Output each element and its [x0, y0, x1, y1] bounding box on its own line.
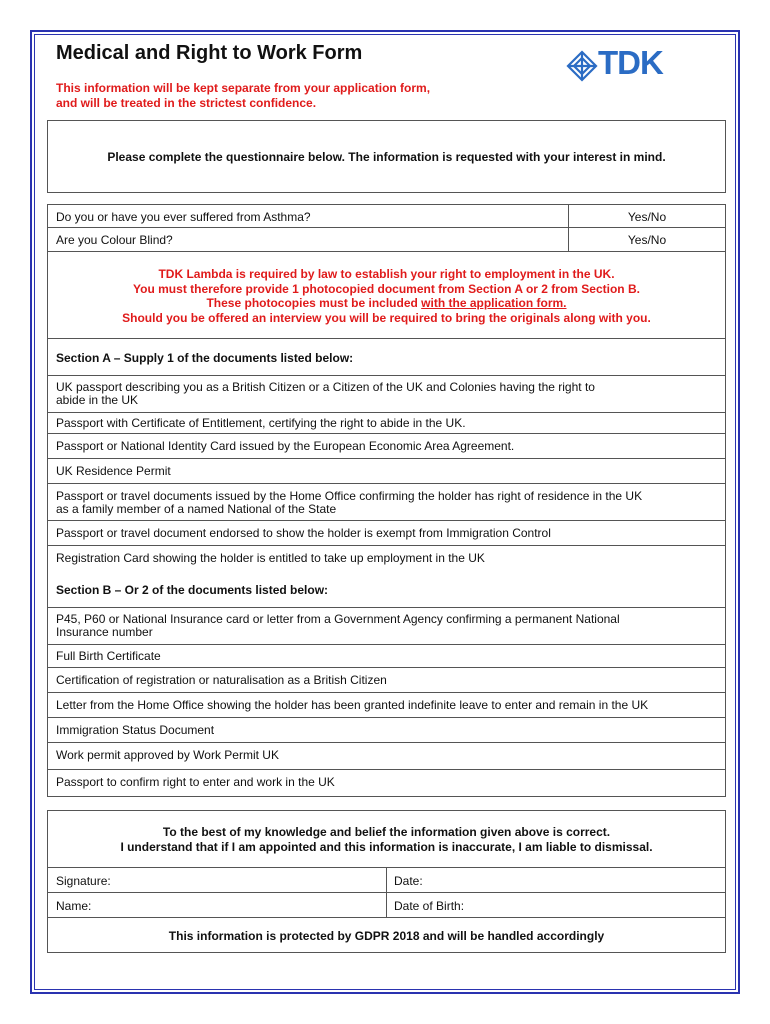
list-item-text: Passport or National Identity Card issued by the European Economic Area Agreement. — [56, 439, 515, 453]
instructions-text: Please complete the questionnaire below. The information is requested with your interest in mind. — [107, 150, 666, 164]
signature-field[interactable]: Signature: — [56, 874, 111, 888]
instructions-box — [47, 120, 726, 193]
list-item — [47, 413, 726, 434]
list-item — [47, 484, 726, 521]
declaration-line-1: To the best of my knowledge and belief the information given above is correct. — [162, 825, 611, 839]
question-text: Are you Colour Blind? — [56, 233, 173, 247]
list-item-text: UK Residence Permit — [56, 464, 171, 478]
list-item-text: Full Birth Certificate — [56, 649, 161, 663]
list-item — [47, 668, 726, 693]
legal-line-4: Should you be offered an interview you will be required to bring the originals along with you. — [122, 310, 651, 325]
list-item-text: P45, P60 or National Insurance card or letter from a Government Agency confirming a permanent National — [56, 612, 620, 626]
list-item — [47, 434, 726, 459]
list-item — [47, 546, 726, 572]
list-item-text: Passport with Certificate of Entitlement, certifying the right to abide in the UK. — [56, 416, 466, 430]
tdk-logo-text: TDK — [598, 44, 663, 81]
list-item-text: Passport or travel document endorsed to show the holder is exempt from Immigration Control — [56, 526, 551, 540]
date-of-birth-field[interactable] — [386, 893, 725, 918]
list-item — [47, 608, 726, 645]
list-item — [47, 459, 726, 484]
form-title: Medical and Right to Work Form — [56, 42, 363, 64]
legal-line-2: You must therefore provide 1 photocopied document from Section A or 2 from Section B. — [133, 281, 640, 296]
section-a-heading — [47, 339, 726, 376]
list-item — [47, 743, 726, 770]
list-item-text: abide in the UK — [56, 393, 139, 407]
answer-yes-no[interactable]: Yes/No — [568, 205, 725, 227]
date-label: Date: — [394, 874, 423, 888]
confidentiality-note — [56, 81, 430, 111]
legal-line-3 — [48, 296, 725, 311]
section-b-heading-text: Section B – Or 2 of the documents listed below: — [56, 583, 329, 597]
list-item — [47, 521, 726, 546]
question-row-asthma — [47, 204, 726, 228]
list-item-text: Letter from the Home Office showing the holder has been granted indefinite leave to enter and remain in the UK — [56, 698, 649, 712]
list-item-text: Passport or travel documents issued by the Home Office confirming the holder has right of residence in the UK — [56, 489, 643, 503]
confidentiality-line-2: and will be treated in the strictest confidence. — [56, 96, 317, 110]
list-item-text: Registration Card showing the holder is entitled to take up employment in the UK — [56, 551, 485, 565]
legal-line-1: TDK Lambda is required by law to establish your right to employment in the UK. — [158, 267, 615, 281]
answer-yes-no[interactable]: Yes/No — [568, 228, 725, 251]
legal-line-3-underlined: with the application form. — [421, 296, 567, 310]
date-field[interactable] — [386, 868, 725, 893]
question-text: Do you or have you ever suffered from Asthma? — [56, 210, 311, 224]
declaration-box — [47, 810, 726, 953]
legal-line-3-text: These photocopies must be included — [206, 296, 422, 310]
section-a-heading-text: Section A – Supply 1 of the documents listed below: — [56, 351, 354, 365]
list-item — [47, 770, 726, 797]
list-item — [47, 693, 726, 718]
list-item-text: as a family member of a named National of the State — [56, 502, 337, 516]
legal-notice — [47, 252, 726, 339]
list-item — [47, 645, 726, 668]
list-item-text: Work permit approved by Work Permit UK — [56, 748, 279, 762]
date-of-birth-label: Date of Birth: — [394, 899, 465, 913]
list-item-text: UK passport describing you as a British Citizen or a Citizen of the UK and Colonies having the right to — [56, 380, 595, 394]
gdpr-notice: This information is protected by GDPR 2018 and will be handled accordingly — [48, 917, 725, 953]
name-field[interactable]: Name: — [56, 899, 92, 913]
list-item-text: Immigration Status Document — [56, 723, 215, 737]
list-item-text: Passport to confirm right to enter and work in the UK — [56, 775, 335, 789]
declaration-line-2: I understand that if I am appointed and this information is inaccurate, I am liable to dismissal. — [120, 840, 653, 854]
name-row — [48, 892, 725, 918]
signature-row — [48, 867, 725, 893]
question-row-colour-blind — [47, 228, 726, 252]
list-item-text: Certification of registration or naturalisation as a British Citizen — [56, 673, 387, 687]
list-item — [47, 376, 726, 413]
confidentiality-line-1: This information will be kept separate from your application form, — [56, 81, 431, 95]
section-b-heading — [47, 572, 726, 608]
list-item-text: Insurance number — [56, 625, 153, 639]
list-item — [47, 718, 726, 743]
declaration-text — [48, 825, 725, 855]
